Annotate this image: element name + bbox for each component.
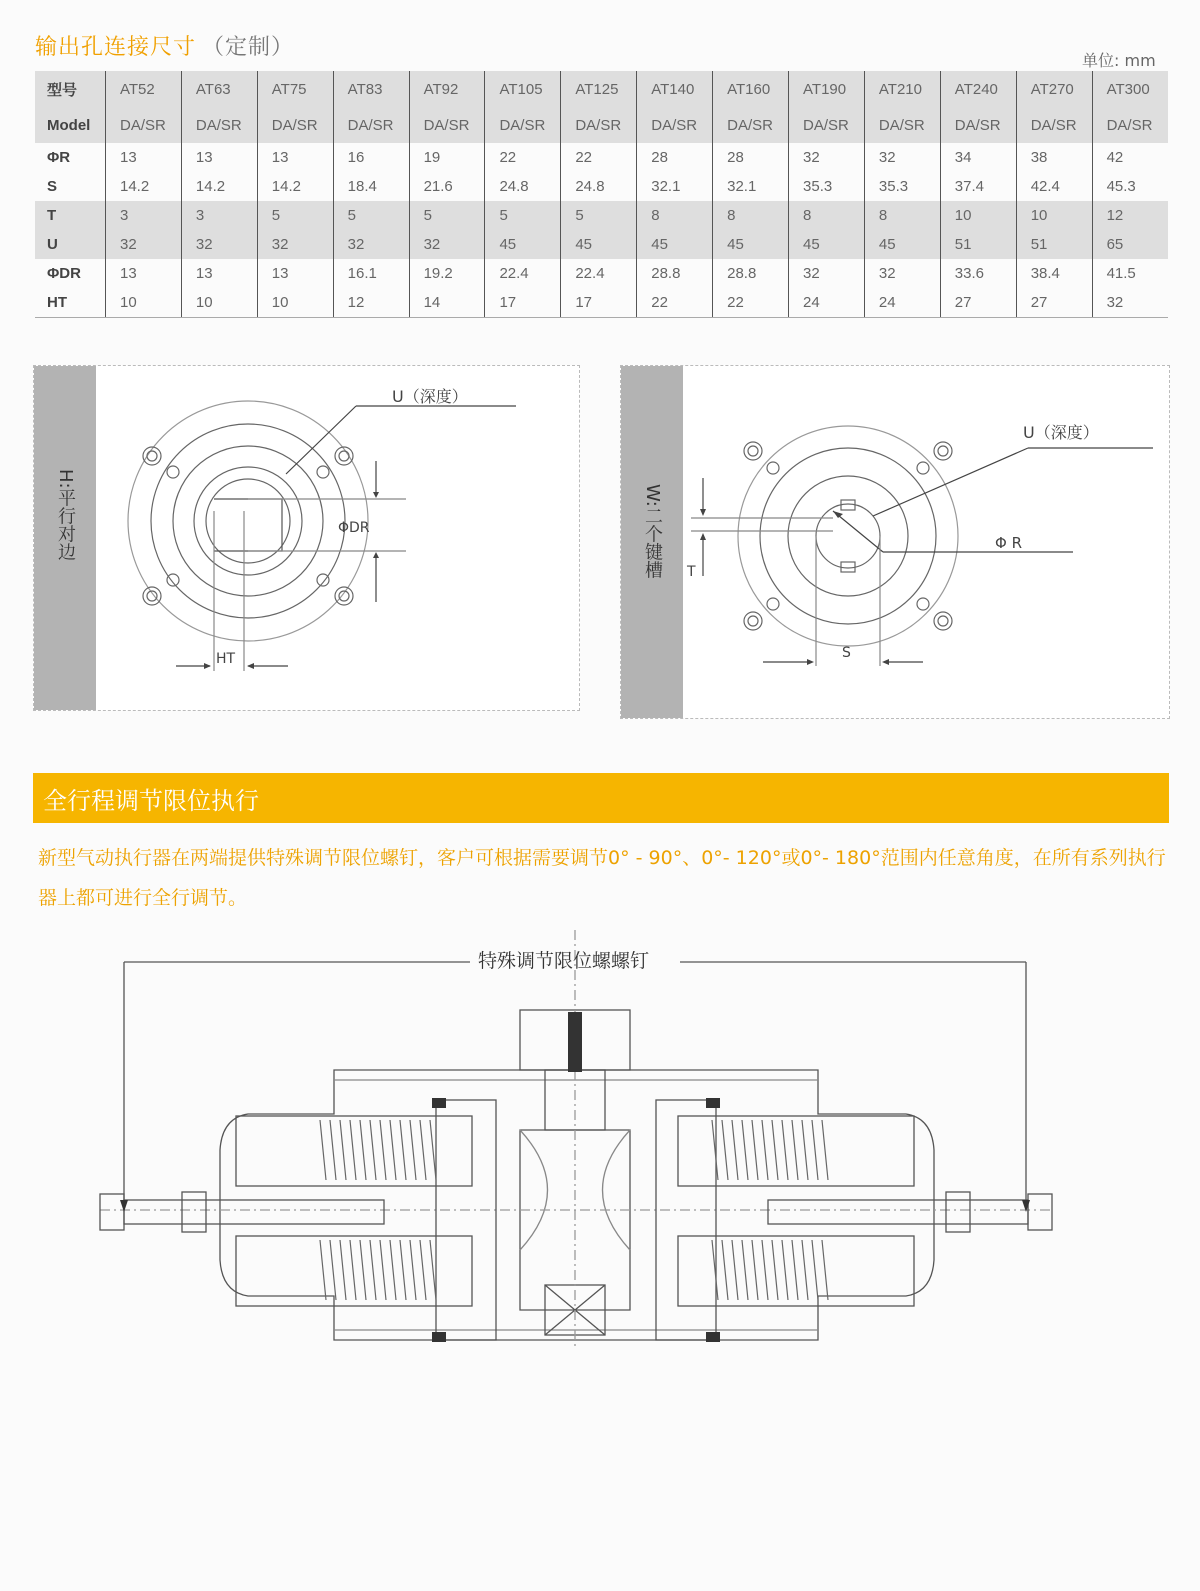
bolt-hole bbox=[744, 612, 762, 630]
diagram-w-panel bbox=[620, 365, 1170, 719]
table-cell: 19 bbox=[409, 143, 485, 172]
table-cell: 51 bbox=[1016, 230, 1092, 259]
diagram-h-side-label: H:平行对边 bbox=[55, 469, 76, 561]
mount-hole bbox=[917, 598, 929, 610]
table-cell: 10 bbox=[940, 201, 1016, 230]
table-cell: 32 bbox=[257, 230, 333, 259]
table-cell: 38 bbox=[1016, 143, 1092, 172]
spring-coil bbox=[320, 1120, 326, 1180]
table-cell: AT92 bbox=[409, 71, 485, 107]
table-cell: 19.2 bbox=[409, 259, 485, 288]
bolt-hole bbox=[744, 442, 762, 460]
spring-coil bbox=[742, 1240, 748, 1300]
table-cell: 5 bbox=[409, 201, 485, 230]
s-arrow-left bbox=[807, 659, 814, 665]
table-cell: 35.3 bbox=[789, 172, 865, 201]
flange-circle bbox=[151, 424, 345, 618]
table-cell: AT240 bbox=[940, 71, 1016, 107]
mount-hole bbox=[167, 574, 179, 586]
table-cell: 13 bbox=[106, 143, 182, 172]
header-row-model bbox=[35, 71, 1168, 107]
section-title bbox=[35, 30, 294, 61]
spring-coil bbox=[752, 1120, 758, 1180]
section-banner-title: 全行程调节限位执行 bbox=[43, 787, 259, 815]
spring-coil bbox=[802, 1240, 808, 1300]
spring-coil bbox=[752, 1240, 758, 1300]
ht-arrow-right bbox=[247, 663, 254, 669]
table-cell: DA/SR bbox=[409, 107, 485, 143]
bolt-hole-inner bbox=[339, 451, 349, 461]
adjust-nut-left bbox=[182, 1192, 206, 1232]
section-title-text: 输出孔连接尺寸 bbox=[35, 35, 197, 60]
spring-coil bbox=[822, 1240, 828, 1300]
spring-coil bbox=[732, 1120, 738, 1180]
spring-cartridge-right-top bbox=[678, 1116, 914, 1186]
piston-left bbox=[436, 1100, 496, 1340]
depth-leader bbox=[286, 406, 356, 474]
table-cell: 12 bbox=[333, 288, 409, 318]
table-cell: 21.6 bbox=[409, 172, 485, 201]
adjust-nut-right bbox=[946, 1192, 970, 1232]
spring-coil bbox=[712, 1240, 718, 1300]
shaft-bore-circle bbox=[816, 504, 880, 568]
pinion-gear-line bbox=[520, 1130, 548, 1250]
table-cell: DA/SR bbox=[1092, 107, 1168, 143]
diagram-h-dr-label: ΦDR bbox=[338, 520, 370, 536]
spring-coil bbox=[390, 1120, 396, 1180]
spring-coil bbox=[420, 1240, 426, 1300]
table-cell: DA/SR bbox=[181, 107, 257, 143]
table-cell: 32 bbox=[864, 259, 940, 288]
spring-coil bbox=[430, 1240, 436, 1300]
table-cell: DA/SR bbox=[789, 107, 865, 143]
table-cell: 34 bbox=[940, 143, 1016, 172]
table-row bbox=[35, 230, 1168, 259]
table-cell: AT105 bbox=[485, 71, 561, 107]
dr-arrow-top bbox=[373, 492, 379, 498]
spring-coil bbox=[340, 1120, 346, 1180]
spring-coil bbox=[792, 1120, 798, 1180]
header-row-type bbox=[35, 107, 1168, 143]
flange-outer-circle bbox=[128, 401, 368, 641]
table-cell: DA/SR bbox=[333, 107, 409, 143]
spring-coil bbox=[822, 1120, 828, 1180]
diagram-w-side-label: W:二个键槽 bbox=[642, 484, 663, 579]
table-cell: DA/SR bbox=[713, 107, 789, 143]
table-cell: 32 bbox=[864, 143, 940, 172]
table-row bbox=[35, 259, 1168, 288]
spring-coil bbox=[350, 1120, 356, 1180]
table-cell: 22 bbox=[561, 143, 637, 172]
spring-coil bbox=[350, 1240, 356, 1300]
table-cell: 35.3 bbox=[864, 172, 940, 201]
spring-coil bbox=[762, 1120, 768, 1180]
row-label: ΦDR bbox=[47, 265, 81, 282]
section-description: 新型气动执行器在两端提供特殊调节限位螺钉，客户可根据需要调节0° - 90°、0°- 120°或0°- 180°范围内任意角度，在所有系列执行器上都可进行全行调节。 bbox=[38, 847, 1166, 909]
table-cell: DA/SR bbox=[1016, 107, 1092, 143]
seal-dark bbox=[706, 1098, 720, 1108]
table-cell: 45 bbox=[561, 230, 637, 259]
spring-coil bbox=[782, 1120, 788, 1180]
spring-coil bbox=[722, 1120, 728, 1180]
mount-hole bbox=[317, 574, 329, 586]
table-cell: 12 bbox=[1092, 201, 1168, 230]
table-cell: 28.8 bbox=[637, 259, 713, 288]
adjust-screw-rod-left bbox=[124, 1200, 384, 1224]
keyway-top bbox=[841, 500, 855, 510]
table-cell: 28 bbox=[637, 143, 713, 172]
table-cell: 10 bbox=[1016, 201, 1092, 230]
table-cell: 41.5 bbox=[1092, 259, 1168, 288]
row-label: Model bbox=[35, 107, 106, 143]
flat-bore-outline bbox=[214, 499, 282, 551]
table-cell: 45 bbox=[637, 230, 713, 259]
spring-coil bbox=[340, 1240, 346, 1300]
table-row bbox=[35, 201, 1168, 230]
table-cell: 13 bbox=[257, 143, 333, 172]
spring-coil bbox=[782, 1240, 788, 1300]
diagram-h-depth-label: U（深度） bbox=[392, 387, 468, 406]
table-cell: 32 bbox=[106, 230, 182, 259]
seal-dark bbox=[432, 1098, 446, 1108]
table-cell: 17 bbox=[485, 288, 561, 318]
table-cell: 45 bbox=[789, 230, 865, 259]
r-leader bbox=[833, 511, 883, 552]
table-cell: 13 bbox=[181, 143, 257, 172]
r-arrow bbox=[833, 511, 843, 518]
table-cell: 14.2 bbox=[257, 172, 333, 201]
table-row bbox=[35, 288, 1168, 318]
table-cell: 5 bbox=[485, 201, 561, 230]
shaft-key-dark bbox=[568, 1012, 582, 1072]
spring-coil bbox=[410, 1120, 416, 1180]
table-cell: 3 bbox=[106, 201, 182, 230]
table-cell: 16.1 bbox=[333, 259, 409, 288]
table-cell: 24.8 bbox=[561, 172, 637, 201]
table-cell: AT125 bbox=[561, 71, 637, 107]
actuator-housing bbox=[220, 1070, 934, 1340]
table-cell: AT160 bbox=[713, 71, 789, 107]
table-cell: 8 bbox=[789, 201, 865, 230]
table-cell: 8 bbox=[713, 201, 789, 230]
dr-arrow-bottom bbox=[373, 552, 379, 558]
flange-circle bbox=[760, 448, 936, 624]
table-cell: DA/SR bbox=[940, 107, 1016, 143]
diagram-h-drawing bbox=[96, 366, 579, 710]
table-cell: 45 bbox=[485, 230, 561, 259]
table-cell: AT63 bbox=[181, 71, 257, 107]
spring-coil bbox=[380, 1120, 386, 1180]
spring-coil bbox=[380, 1240, 386, 1300]
spring-coil bbox=[360, 1120, 366, 1180]
table-cell: 10 bbox=[257, 288, 333, 318]
adjust-screw-head-left bbox=[100, 1194, 124, 1230]
spring-coil bbox=[330, 1120, 336, 1180]
diagram-w-s-label: S bbox=[842, 645, 851, 661]
table-cell: 32 bbox=[333, 230, 409, 259]
spring-coil bbox=[330, 1240, 336, 1300]
row-label: T bbox=[35, 201, 106, 230]
table-cell: AT140 bbox=[637, 71, 713, 107]
section-banner bbox=[33, 773, 1169, 823]
bolt-hole bbox=[143, 587, 161, 605]
seal-dark bbox=[432, 1332, 446, 1342]
spring-coil bbox=[722, 1240, 728, 1300]
spring-coil bbox=[390, 1240, 396, 1300]
section-title-suffix: （定制） bbox=[202, 35, 295, 60]
spring-coil bbox=[792, 1240, 798, 1300]
table-cell: AT52 bbox=[106, 71, 182, 107]
table-cell: DA/SR bbox=[106, 107, 182, 143]
table-cell: 8 bbox=[637, 201, 713, 230]
table-cell: 32 bbox=[1092, 288, 1168, 318]
spring-coil bbox=[812, 1240, 818, 1300]
s-arrow-right bbox=[882, 659, 889, 665]
table-cell: 32 bbox=[181, 230, 257, 259]
table-cell: 24 bbox=[864, 288, 940, 318]
table-cell: DA/SR bbox=[864, 107, 940, 143]
table-cell: AT190 bbox=[789, 71, 865, 107]
mount-hole bbox=[317, 466, 329, 478]
row-label: U bbox=[35, 230, 106, 259]
bolt-hole-inner bbox=[147, 451, 157, 461]
mount-hole bbox=[767, 598, 779, 610]
table-cell: 14.2 bbox=[181, 172, 257, 201]
table-cell: 14.2 bbox=[106, 172, 182, 201]
table-cell: 45 bbox=[713, 230, 789, 259]
spring-coil bbox=[772, 1240, 778, 1300]
table-cell: 32.1 bbox=[713, 172, 789, 201]
table-cell: 18.4 bbox=[333, 172, 409, 201]
diagram-w-r-label: Φ R bbox=[995, 534, 1022, 552]
table-cell: 3 bbox=[181, 201, 257, 230]
spring-coil bbox=[370, 1120, 376, 1180]
table-cell: DA/SR bbox=[485, 107, 561, 143]
keyway-bottom bbox=[841, 562, 855, 572]
bolt-hole bbox=[934, 442, 952, 460]
table-row bbox=[35, 172, 1168, 201]
table-row bbox=[35, 143, 1168, 172]
diagram-w-depth-label: U（深度） bbox=[1023, 423, 1099, 442]
bolt-hole-inner bbox=[748, 616, 758, 626]
table-cell: 27 bbox=[940, 288, 1016, 318]
shaft-outer-circle bbox=[194, 467, 302, 575]
spring-coil bbox=[802, 1120, 808, 1180]
diagram-w-drawing bbox=[683, 366, 1169, 718]
bolt-hole bbox=[934, 612, 952, 630]
mount-hole bbox=[917, 462, 929, 474]
table-cell: 22 bbox=[713, 288, 789, 318]
table-cell: 27 bbox=[1016, 288, 1092, 318]
table-cell: 5 bbox=[561, 201, 637, 230]
t-arrow-top bbox=[700, 509, 706, 516]
unit-label: 单位: mm bbox=[1082, 51, 1156, 70]
table-cell: 32 bbox=[789, 143, 865, 172]
table-cell: AT210 bbox=[864, 71, 940, 107]
table-cell: DA/SR bbox=[637, 107, 713, 143]
boss-circle bbox=[173, 446, 323, 596]
spring-coil bbox=[420, 1120, 426, 1180]
row-label: HT bbox=[35, 288, 106, 318]
ht-arrow-left bbox=[204, 663, 211, 669]
mount-hole bbox=[167, 466, 179, 478]
table-cell: 42 bbox=[1092, 143, 1168, 172]
row-label: ΦR bbox=[47, 149, 71, 166]
adjust-screw-rod-right bbox=[768, 1200, 1028, 1224]
row-label: S bbox=[47, 178, 58, 195]
spring-coil bbox=[712, 1120, 718, 1180]
table-cell: AT75 bbox=[257, 71, 333, 107]
table-cell: 22.4 bbox=[561, 259, 637, 288]
table-cell: 32.1 bbox=[637, 172, 713, 201]
pinion-gear-line-right bbox=[603, 1130, 631, 1250]
piston-right bbox=[656, 1100, 716, 1340]
table-cell: 32 bbox=[409, 230, 485, 259]
depth-leader bbox=[873, 448, 1028, 516]
table-cell: 5 bbox=[333, 201, 409, 230]
diagram-h-panel bbox=[33, 365, 580, 711]
t-arrow-bottom bbox=[700, 533, 706, 540]
table-cell: 24.8 bbox=[485, 172, 561, 201]
spring-coil bbox=[320, 1240, 326, 1300]
table-cell: DA/SR bbox=[561, 107, 637, 143]
row-label: 型号 bbox=[35, 71, 106, 107]
spring-coil bbox=[410, 1240, 416, 1300]
table-cell: AT270 bbox=[1016, 71, 1092, 107]
table-cell: 65 bbox=[1092, 230, 1168, 259]
spring-coil bbox=[400, 1120, 406, 1180]
spring-coil bbox=[360, 1240, 366, 1300]
table-cell: 22 bbox=[637, 288, 713, 318]
table-cell: 13 bbox=[181, 259, 257, 288]
table-cell: 28.8 bbox=[713, 259, 789, 288]
diagram-h-ht-label: HT bbox=[216, 651, 236, 667]
table-cell: 8 bbox=[864, 201, 940, 230]
table-cell: 33.6 bbox=[940, 259, 1016, 288]
table-cell: 17 bbox=[561, 288, 637, 318]
spring-coil bbox=[370, 1240, 376, 1300]
table-cell: 42.4 bbox=[1016, 172, 1092, 201]
adjust-screw-head-right bbox=[1028, 1194, 1052, 1230]
flange-outer-circle bbox=[738, 426, 958, 646]
seal-dark bbox=[706, 1332, 720, 1342]
spring-coil bbox=[732, 1240, 738, 1300]
mount-hole bbox=[767, 462, 779, 474]
table-cell: 16 bbox=[333, 143, 409, 172]
table-cell: 51 bbox=[940, 230, 1016, 259]
actuator-cross-section bbox=[0, 930, 1200, 1490]
table-cell: 45 bbox=[864, 230, 940, 259]
table-cell: 14 bbox=[409, 288, 485, 318]
table-cell: 13 bbox=[257, 259, 333, 288]
table-cell: 10 bbox=[181, 288, 257, 318]
spring-coil bbox=[400, 1240, 406, 1300]
table-cell: AT83 bbox=[333, 71, 409, 107]
table-cell: 38.4 bbox=[1016, 259, 1092, 288]
dimension-table bbox=[35, 71, 1168, 318]
diagram-w-t-label: T bbox=[687, 564, 696, 580]
bolt-hole bbox=[335, 587, 353, 605]
spring-coil bbox=[430, 1120, 436, 1180]
table-cell: 28 bbox=[713, 143, 789, 172]
spring-coil bbox=[772, 1120, 778, 1180]
table-cell: 37.4 bbox=[940, 172, 1016, 201]
table-cell: 32 bbox=[789, 259, 865, 288]
table-cell: 22 bbox=[485, 143, 561, 172]
table-cell: 22.4 bbox=[485, 259, 561, 288]
actuator-callout-label: 特殊调节限位螺螺钉 bbox=[478, 950, 650, 972]
spring-coil bbox=[812, 1120, 818, 1180]
spring-coil bbox=[762, 1240, 768, 1300]
table-cell: AT300 bbox=[1092, 71, 1168, 107]
spring-coil bbox=[742, 1120, 748, 1180]
bolt-hole-inner bbox=[938, 616, 948, 626]
table-cell: 45.3 bbox=[1092, 172, 1168, 201]
table-cell: 24 bbox=[789, 288, 865, 318]
boss-circle bbox=[788, 476, 908, 596]
bolt-hole-inner bbox=[938, 446, 948, 456]
table-cell: 13 bbox=[106, 259, 182, 288]
table-cell: DA/SR bbox=[257, 107, 333, 143]
table-cell: 10 bbox=[106, 288, 182, 318]
bolt-hole-inner bbox=[748, 446, 758, 456]
table-cell: 5 bbox=[257, 201, 333, 230]
